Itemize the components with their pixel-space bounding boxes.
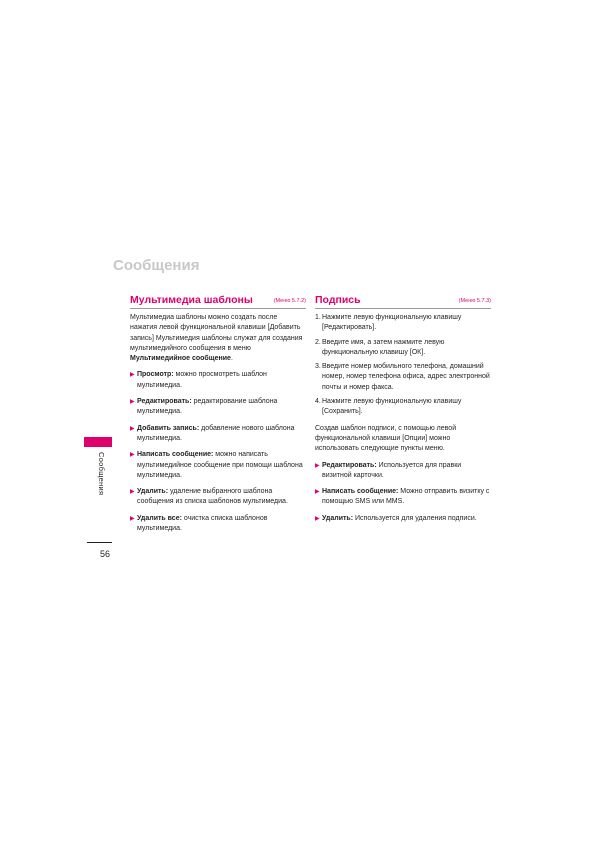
item-text: редактирование шаблона мультимедиа. xyxy=(137,398,278,416)
item-text: Используется для удаления подписи. xyxy=(353,514,477,522)
multimedia-templates-header xyxy=(130,294,306,308)
step-text: Введите номер мобильного телефона, домашний номер, номер телефона офиса, адрес электронной почты и номер факса. xyxy=(322,363,490,391)
list-item xyxy=(130,514,306,535)
section-tab-marker xyxy=(84,437,112,447)
triangle-bullet-icon: ▶ xyxy=(130,452,135,459)
item-term: Редактировать: xyxy=(137,398,192,406)
item-text: добавление нового шаблона мультимедиа. xyxy=(137,424,295,442)
side-section-label-text: Сообщения xyxy=(97,452,106,496)
multimedia-templates-column xyxy=(130,294,306,540)
triangle-bullet-icon: ▶ xyxy=(130,425,135,432)
signature-column xyxy=(315,294,491,530)
item-term: Удалить: xyxy=(322,514,354,522)
item-term: Редактировать: xyxy=(322,461,377,469)
intro-text: Мультимедиа шаблоны можно создать после нажатия левой функциональной клавиши [Добавить запись] Мультимедия шаблоны служат для создания мультимедийного сообщения в меню xyxy=(130,314,303,352)
triangle-bullet-icon: ▶ xyxy=(130,372,135,379)
header-rule xyxy=(130,308,306,309)
item-text: Используется для правки визитной карточки. xyxy=(322,461,462,479)
step-number: 2. xyxy=(315,338,321,346)
signature-header xyxy=(315,294,491,308)
side-section-label xyxy=(96,452,106,512)
triangle-bullet-icon: ▶ xyxy=(130,489,135,496)
item-term: Написать сообщение: xyxy=(137,451,214,459)
multimedia-templates-title: Мультимедиа шаблоны xyxy=(130,294,253,306)
intro-bold: Мультимедийное сообщение xyxy=(130,355,231,363)
item-text: можно написать мультимедийное сообщение при помощи шаблона мультимедиа. xyxy=(137,451,303,479)
signature-title: Подпись xyxy=(315,294,361,306)
section-title: Сообщения xyxy=(113,257,200,274)
item-text: можно просмотреть шаблон мультимедиа. xyxy=(137,371,267,389)
signature-options-intro: Создав шаблон подписи, с помощью левой функциональной клавиши [Опции] можно использовать следующие пункты меню. xyxy=(315,424,457,453)
step-text: Нажмите левую функциональную клавишу [Сохранить]. xyxy=(322,398,462,416)
step-text: Введите имя, а затем нажмите левую функциональную клавишу [ОК]. xyxy=(322,338,445,356)
step-item xyxy=(315,362,491,393)
triangle-bullet-icon: ▶ xyxy=(315,489,320,496)
item-term: Удалить все: xyxy=(137,514,182,522)
step-text: Нажмите левую функциональную клавишу [Редактировать]. xyxy=(322,314,462,332)
multimedia-templates-intro xyxy=(130,313,306,364)
header-rule xyxy=(315,308,491,309)
multimedia-templates-menu-ref: (Меню 5.7.2) xyxy=(273,298,306,304)
item-term: Просмотр: xyxy=(137,371,174,379)
triangle-bullet-icon: ▶ xyxy=(315,462,320,469)
step-number: 3. xyxy=(315,363,321,371)
item-text: очистка списка шаблонов мультимедиа. xyxy=(137,514,268,533)
triangle-bullet-icon: ▶ xyxy=(130,515,135,522)
page-number-rule xyxy=(87,542,112,543)
step-item xyxy=(315,397,491,418)
item-term: Написать сообщение: xyxy=(322,488,399,496)
item-term: Удалить: xyxy=(137,488,169,496)
step-number: 4. xyxy=(315,398,321,406)
step-item xyxy=(315,338,491,359)
item-text: Можно отправить визитку с помощью SMS или MMS. xyxy=(322,488,490,506)
step-item xyxy=(315,313,491,334)
intro-end: . xyxy=(230,355,233,363)
step-number: 1. xyxy=(315,314,321,321)
triangle-bullet-icon: ▶ xyxy=(315,515,320,522)
list-item xyxy=(315,514,491,524)
list-item xyxy=(315,487,491,508)
list-item xyxy=(315,461,491,482)
list-item xyxy=(130,450,306,481)
item-text: удаление выбранного шаблона сообщения из списка шаблонов мультимедиа. xyxy=(137,488,288,506)
page-number: 56 xyxy=(100,549,111,559)
list-item xyxy=(130,487,306,508)
triangle-bullet-icon: ▶ xyxy=(130,399,135,406)
list-item xyxy=(130,397,306,418)
signature-menu-ref: (Меню 5.7.3) xyxy=(458,298,491,304)
list-item xyxy=(130,424,306,445)
list-item xyxy=(130,370,306,391)
item-term: Добавить запись: xyxy=(137,424,200,432)
